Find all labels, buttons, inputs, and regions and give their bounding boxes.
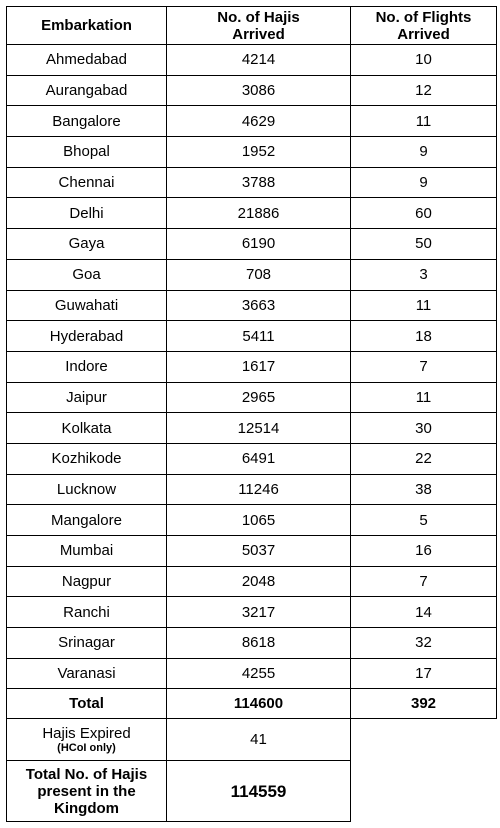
cell-embarkation: Kolkata [7, 413, 167, 444]
cell-embarkation: Gaya [7, 229, 167, 260]
cell-flights: 7 [351, 566, 497, 597]
expired-label: Hajis Expired (HCoI only) [7, 719, 167, 761]
cell-hajis: 8618 [167, 628, 351, 659]
cell-embarkation: Varanasi [7, 658, 167, 689]
table-row [7, 198, 497, 229]
cell-embarkation: Chennai [7, 167, 167, 198]
cell-embarkation: Kozhikode [7, 443, 167, 474]
cell-hajis: 4629 [167, 106, 351, 137]
cell-embarkation: Hyderabad [7, 321, 167, 352]
cell-flights: 3 [351, 259, 497, 290]
cell-hajis: 2965 [167, 382, 351, 413]
cell-flights: 32 [351, 628, 497, 659]
cell-flights: 14 [351, 597, 497, 628]
cell-embarkation: Bangalore [7, 106, 167, 137]
total-row [7, 689, 497, 719]
table-row [7, 167, 497, 198]
cell-hajis: 1952 [167, 137, 351, 168]
cell-flights: 11 [351, 106, 497, 137]
empty-cell [351, 761, 497, 822]
cell-flights: 60 [351, 198, 497, 229]
cell-flights: 18 [351, 321, 497, 352]
table-row [7, 505, 497, 536]
cell-hajis: 1617 [167, 351, 351, 382]
cell-embarkation: Mumbai [7, 536, 167, 567]
cell-flights: 12 [351, 75, 497, 106]
cell-flights: 11 [351, 290, 497, 321]
cell-flights: 38 [351, 474, 497, 505]
cell-embarkation: Ranchi [7, 597, 167, 628]
table-row [7, 597, 497, 628]
table-row [7, 75, 497, 106]
table-row [7, 259, 497, 290]
table-row [7, 443, 497, 474]
cell-hajis: 12514 [167, 413, 351, 444]
cell-embarkation: Ahmedabad [7, 45, 167, 76]
cell-embarkation: Jaipur [7, 382, 167, 413]
total-hajis: 114600 [167, 689, 351, 719]
expired-value: 41 [167, 719, 351, 761]
cell-hajis: 6190 [167, 229, 351, 260]
table-row [7, 658, 497, 689]
cell-flights: 7 [351, 351, 497, 382]
table-row [7, 536, 497, 567]
cell-hajis: 6491 [167, 443, 351, 474]
cell-flights: 16 [351, 536, 497, 567]
table-row [7, 566, 497, 597]
cell-hajis: 11246 [167, 474, 351, 505]
cell-flights: 17 [351, 658, 497, 689]
cell-embarkation: Mangalore [7, 505, 167, 536]
cell-hajis: 2048 [167, 566, 351, 597]
present-label: Total No. of Hajis present in the Kingdom [7, 761, 167, 822]
cell-flights: 30 [351, 413, 497, 444]
cell-flights: 5 [351, 505, 497, 536]
expired-row [7, 719, 497, 761]
total-flights: 392 [351, 689, 497, 719]
cell-flights: 22 [351, 443, 497, 474]
hajis-arrival-table [6, 6, 497, 822]
table-row [7, 321, 497, 352]
cell-embarkation: Nagpur [7, 566, 167, 597]
cell-embarkation: Srinagar [7, 628, 167, 659]
table-row [7, 628, 497, 659]
table-row [7, 474, 497, 505]
cell-embarkation: Guwahati [7, 290, 167, 321]
cell-hajis: 5411 [167, 321, 351, 352]
cell-flights: 11 [351, 382, 497, 413]
cell-flights: 50 [351, 229, 497, 260]
cell-embarkation: Indore [7, 351, 167, 382]
table-row [7, 290, 497, 321]
header-hajis-arrived: No. of Hajis Arrived [167, 7, 351, 45]
cell-embarkation: Goa [7, 259, 167, 290]
cell-embarkation: Bhopal [7, 137, 167, 168]
table-row [7, 137, 497, 168]
cell-hajis: 3217 [167, 597, 351, 628]
present-value: 114559 [167, 761, 351, 822]
expired-note: (HCoI only) [57, 742, 116, 755]
cell-hajis: 4214 [167, 45, 351, 76]
table-row [7, 229, 497, 260]
empty-cell [351, 719, 497, 761]
present-row [7, 761, 497, 822]
embarkation-rows [7, 45, 497, 689]
cell-flights: 10 [351, 45, 497, 76]
cell-flights: 9 [351, 137, 497, 168]
cell-embarkation: Delhi [7, 198, 167, 229]
cell-embarkation: Lucknow [7, 474, 167, 505]
cell-embarkation: Aurangabad [7, 75, 167, 106]
cell-hajis: 3086 [167, 75, 351, 106]
header-row [7, 7, 497, 45]
table-row [7, 45, 497, 76]
header-flights-arrived: No. of Flights Arrived [351, 7, 497, 45]
cell-hajis: 3663 [167, 290, 351, 321]
cell-hajis: 21886 [167, 198, 351, 229]
table-row [7, 106, 497, 137]
cell-hajis: 5037 [167, 536, 351, 567]
table-row [7, 382, 497, 413]
total-label: Total [7, 689, 167, 719]
cell-hajis: 3788 [167, 167, 351, 198]
cell-hajis: 708 [167, 259, 351, 290]
cell-hajis: 4255 [167, 658, 351, 689]
table-row [7, 351, 497, 382]
cell-hajis: 1065 [167, 505, 351, 536]
table-row [7, 413, 497, 444]
cell-flights: 9 [351, 167, 497, 198]
header-embarkation: Embarkation [7, 7, 167, 45]
